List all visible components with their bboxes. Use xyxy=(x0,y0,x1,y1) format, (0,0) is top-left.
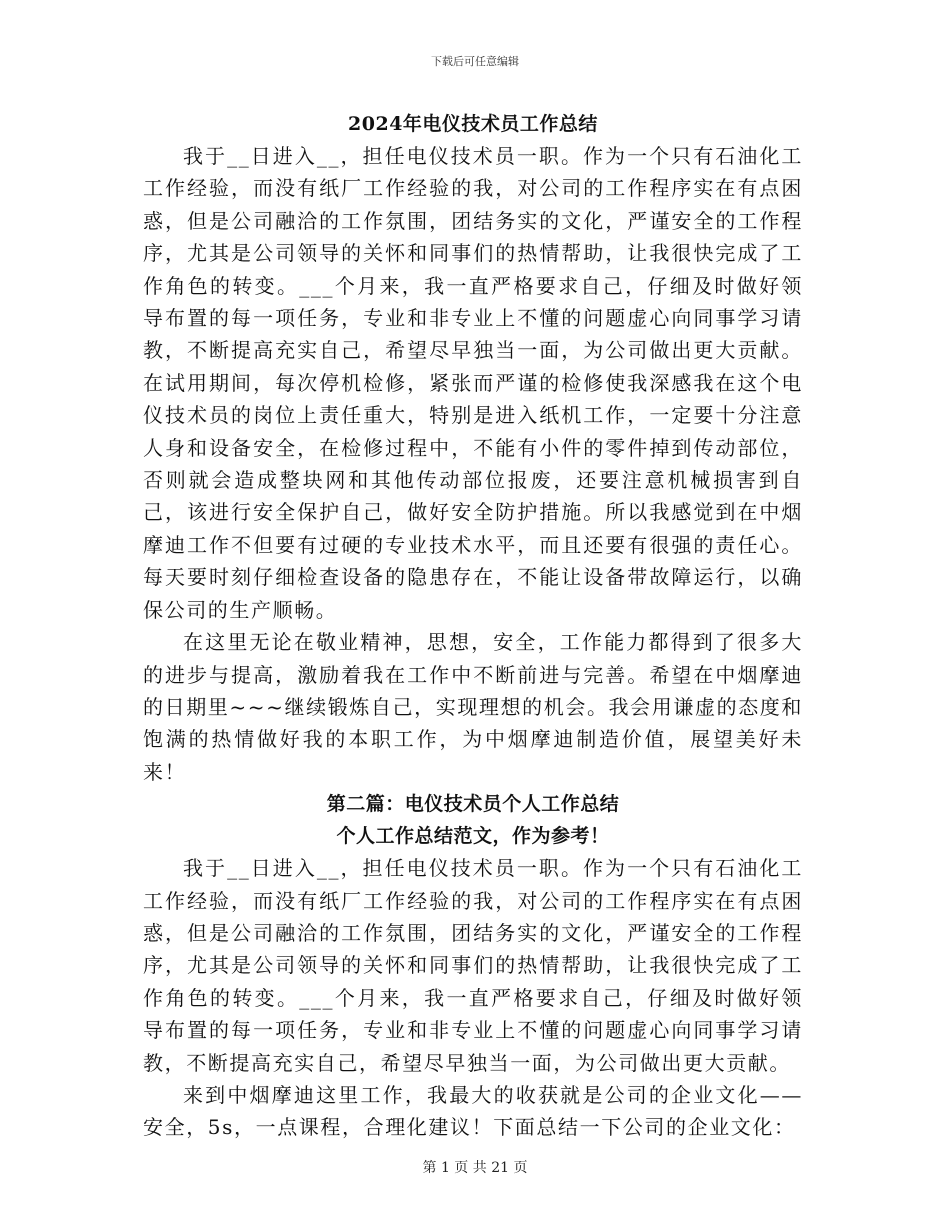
document-body xyxy=(143,108,803,1144)
body-paragraph: 来到中烟摩迪这里工作，我最大的收获就是公司的企业文化——安全，5s，一点课程，合理化建议！下面总结一下公司的企业文化： xyxy=(143,1082,803,1140)
page-footer-page-number: 第 1 页 共 21 页 xyxy=(422,1160,528,1176)
section-subtitle: 个人工作总结范文，作为参考！ xyxy=(336,825,610,848)
body-paragraph: 在这里无论在敬业精神，思想，安全，工作能力都得到了很多大的进步与提高，激励着我在工作中不断前进与完善。希望在中烟摩迪的日期里~~~继续锻炼自己，实现理想的机会。我会用谦虚的态度和饱满的热情做好我的本职工作，为中烟摩迪制造价值，展望美好未来！ xyxy=(143,630,803,784)
document-title: 2024年电仪技术员工作总结 xyxy=(348,113,598,135)
page-header-note: 下载后可任意编辑 xyxy=(431,55,519,68)
section-title: 第二篇：电仪技术员个人工作总结 xyxy=(326,793,620,816)
body-paragraph: 我于__日进入__，担任电仪技术员一职。作为一个只有石油化工工作经验，而没有纸厂工作经验的我，对公司的工作程序实在有点困惑，但是公司融洽的工作氛围，团结务实的文化，严谨安全的工作程序，尤其是公司领导的关怀和同事们的热情帮助，让我很快完成了工作角色的转变。___个月来，我一直严格要求自己，仔细及时做好领导布置的每一项任务，专业和非专业上不懂的问题虚心向同事学习请教，不断提高充实自己，希望尽早独当一面，为公司做出更大贡献。在试用期间，每次停机检修，紧张而严谨的检修使我深感我在这个电仪技术员的岗位上责任重大，特别是进入纸机工作，一定要十分注意人身和设备安全，在检修过程中，不能有小件的零件掉到传动部位，否则就会造成整块网和其他传动部位报废，还要注意机械损害到自己，该进行安全保护自己，做好安全防护措施。所以我感觉到在中烟摩迪工作不但要有过硬的专业技术水平，而且还要有很强的责任心。每天要时刻仔细检查设备的隐患存在，不能让设备带故障运行，以确保公司的生产顺畅。 xyxy=(143,144,803,622)
body-paragraph: 我于__日进入__，担任电仪技术员一职。作为一个只有石油化工工作经验，而没有纸厂工作经验的我，对公司的工作程序实在有点困惑，但是公司融洽的工作氛围，团结务实的文化，严谨安全的工作程序，尤其是公司领导的关怀和同事们的热情帮助，让我很快完成了工作角色的转变。___个月来，我一直严格要求自己，仔细及时做好领导布置的每一项任务，专业和非专业上不懂的问题虚心向同事学习请教，不断提高充实自己，希望尽早独当一面，为公司做出更大贡献。 xyxy=(143,856,803,1075)
